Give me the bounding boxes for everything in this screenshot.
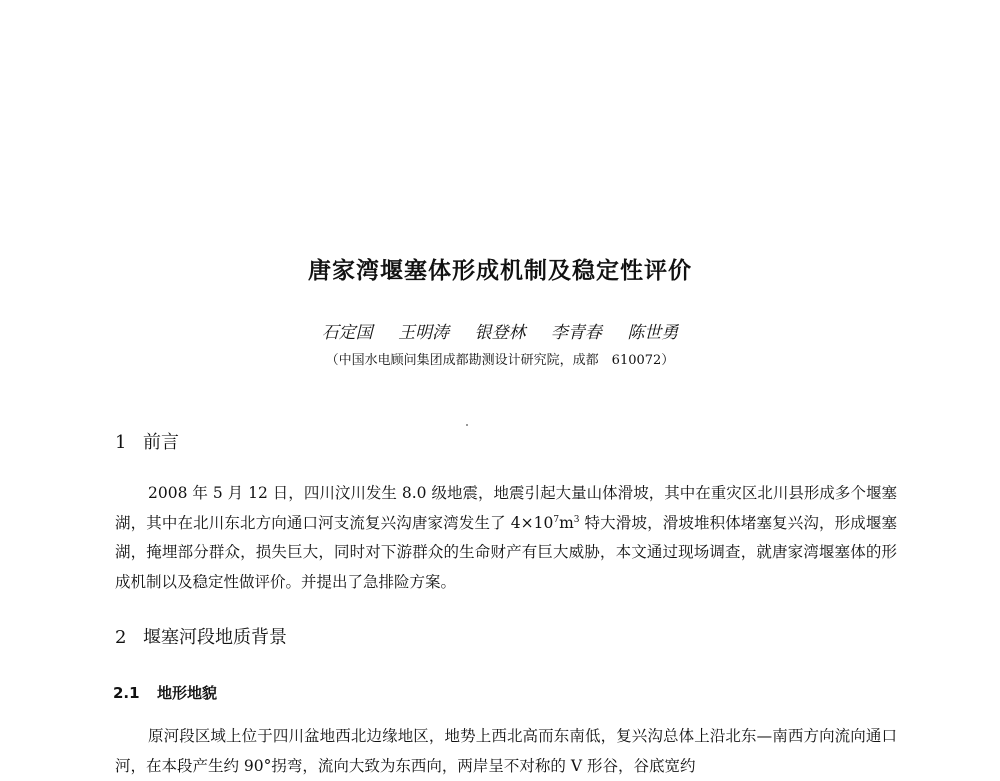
section-number: 1 [115, 432, 127, 453]
author-name: 李青春 [550, 323, 602, 343]
section-heading-geology [115, 623, 287, 649]
section-number: 2 [115, 627, 127, 648]
subsection-title: 地形地貌 [157, 684, 218, 702]
superscript: 3 [573, 514, 580, 525]
topography-paragraph: 原河段区域上位于四川盆地西北边缘地区，地势上西北高而东南低，复兴沟总体上沿北东—南西方向流向通口河，在本段产生约 90°拐弯，流向大致为东西向，两岸呈不对称的 V 形谷，谷底宽约 [115, 727, 897, 775]
subsection-heading-topography [113, 682, 217, 703]
author-name: 王明涛 [398, 323, 450, 343]
section-title: 堰塞河段地质背景 [143, 627, 287, 648]
affiliation: （中国水电顾问集团成都勘测设计研究院，成都 610072） [325, 353, 675, 368]
subsection-number: 2.1 [113, 684, 140, 702]
scan-speck [466, 424, 468, 426]
paragraph-text: m [559, 513, 574, 532]
section-heading-introduction [115, 428, 179, 454]
author-name: 银登林 [474, 323, 526, 343]
author-name: 石定国 [321, 323, 373, 343]
author-list [0, 318, 1000, 343]
section-title: 前言 [143, 432, 179, 453]
paper-title: 唐家湾堰塞体形成机制及稳定性评价 [308, 258, 692, 284]
paragraph-text: 特大滑坡，滑坡堆积体堵塞复兴沟，形成堰塞湖，掩埋部分群众，损失巨大，同时对下游群众的生命财产有巨大威胁，本文通过现场调查，就唐家湾堰塞体的形成机制以及稳定性做评价。并提出了急排险方案。 [115, 513, 897, 591]
introduction-paragraph [115, 479, 897, 597]
paragraph-text: 2008 年 5 月 12 日，四川汶川发生 8.0 级地震，地震引起大量山体滑坡，其中在重灾区北川县形成多个堰塞湖，其中在北川东北方向通口河支流复兴沟唐家湾发生了 4×10 [115, 484, 897, 532]
superscript: 7 [553, 514, 560, 525]
author-name: 陈世勇 [627, 323, 679, 343]
